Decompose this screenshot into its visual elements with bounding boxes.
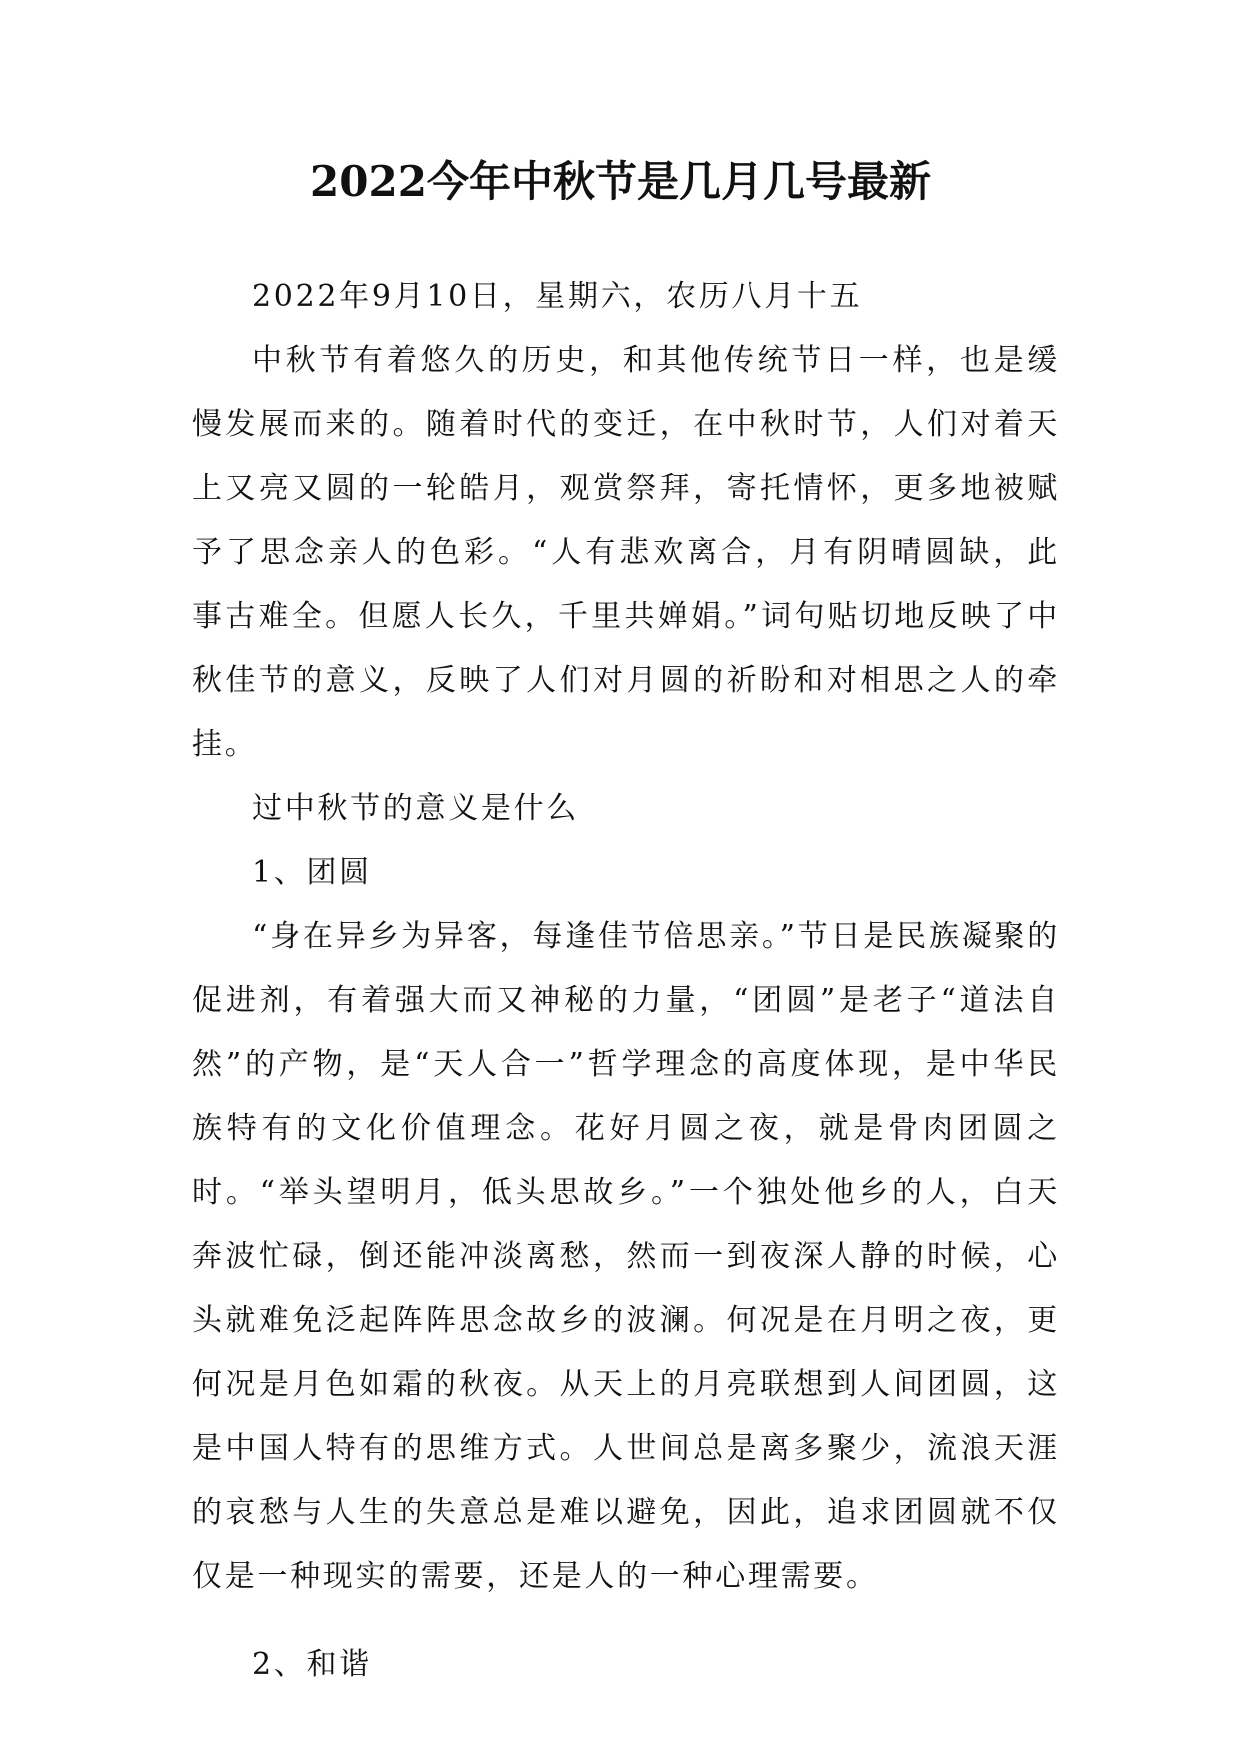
date-paragraph: 2022年9月10日，星期六，农历八月十五 <box>252 279 863 314</box>
document-title: 2022今年中秋节是几月几号最新 <box>310 157 931 206</box>
harmony-heading: 2、和谐 <box>252 1647 372 1682</box>
document-body <box>192 265 1060 1697</box>
history-paragraph: 中秋节有着悠久的历史，和其他传统节日一样，也是缓慢发展而来的。随着时代的变迁，在中秋时节，人们对着天上又亮又圆的一轮皓月，观赏祭拜，寄托情怀，更多地被赋予了思念亲人的色彩。“人有悲欢离合，月有阴晴圆缺，此事古难全。但愿人长久，千里共婵娟。”词句贴切地反映了中秋佳节的意义，反映了人们对月圆的祈盼和对相思之人的牵挂。 <box>192 343 1060 762</box>
meaning-heading: 过中秋节的意义是什么 <box>252 791 579 826</box>
reunion-heading: 1、团圆 <box>252 855 372 890</box>
reunion-paragraph: “身在异乡为异客，每逢佳节倍思亲。”节日是民族凝聚的促进剂，有着强大而又神秘的力量，“团圆”是老子“道法自然”的产物，是“天人合一”哲学理念的高度体现，是中华民族特有的文化价值理念。花好月圆之夜，就是骨肉团圆之时。“举头望明月，低头思故乡。”一个独处他乡的人，白天奔波忙碌，倒还能冲淡离愁，然而一到夜深人静的时候，心头就难免泛起阵阵思念故乡的波澜。何况是在月明之夜，更何况是月色如霜的秋夜。从天上的月亮联想到人间团圆，这是中国人特有的思维方式。人世间总是离多聚少，流浪天涯的哀愁与人生的失意总是难以避免，因此，追求团圆就不仅仅是一种现实的需要，还是人的一种心理需要。 <box>192 919 1060 1594</box>
